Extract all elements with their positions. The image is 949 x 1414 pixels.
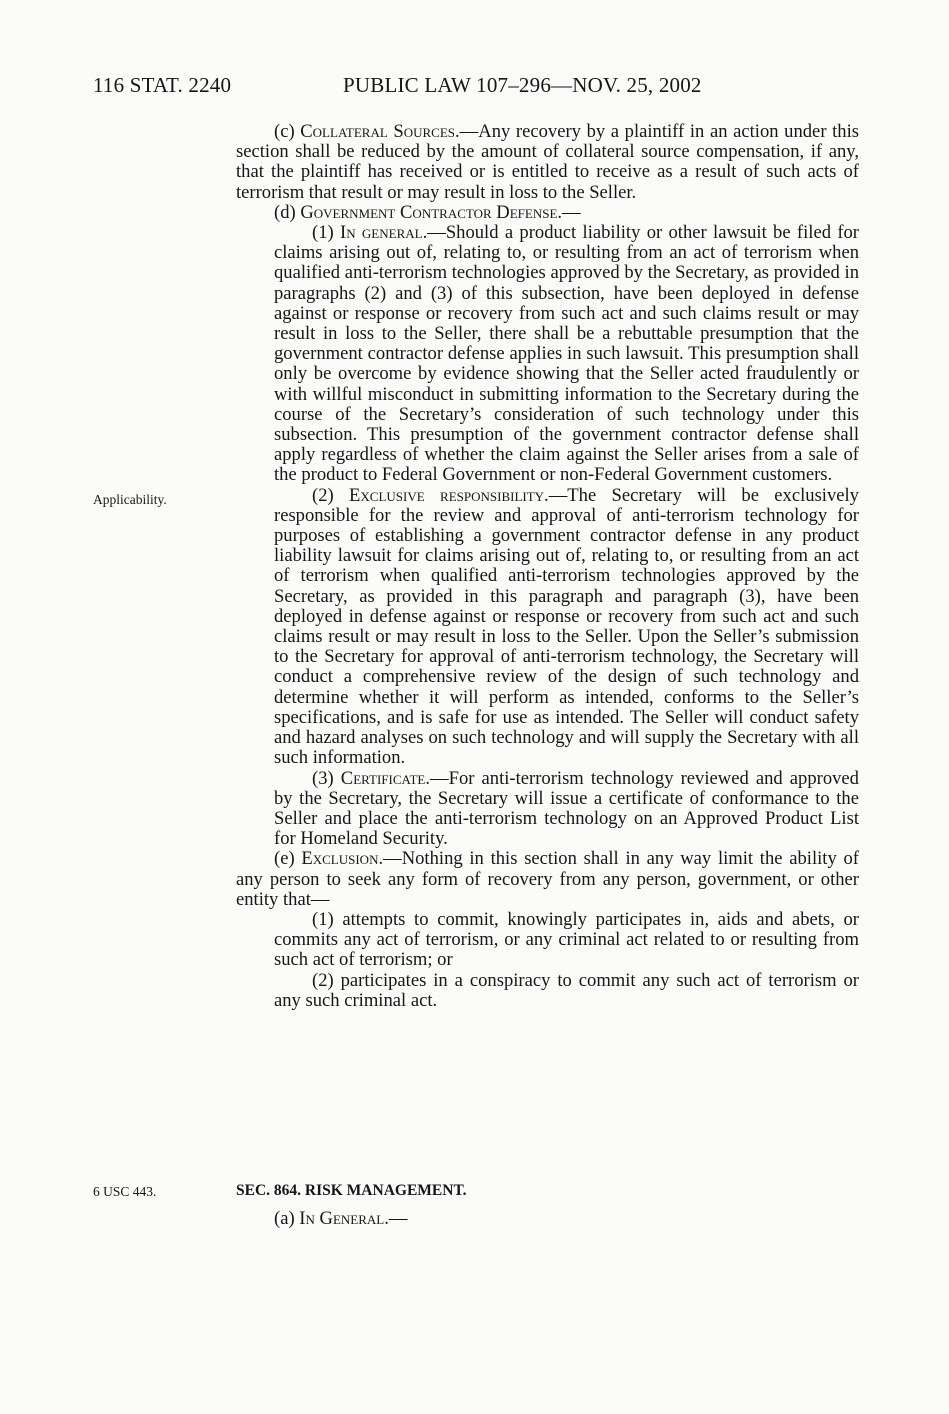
paragraph-d <box>236 203 859 223</box>
subsection-caption: In General <box>299 1208 385 1229</box>
paragraph-e1 <box>236 910 859 971</box>
paragraph-label: (c) <box>274 121 301 142</box>
paragraph-caption: Government Contractor Defense <box>300 201 558 223</box>
paragraph-caption: Certificate <box>340 767 426 789</box>
paragraph-d1 <box>236 223 859 486</box>
paragraph-text: .—For anti-terrorism technology reviewed and approved by the Secretary, the Secretary will issue a certificate of conformance to the Seller and place the anti-terrorism technology on an Approved Product List for Homeland Security. <box>274 767 859 850</box>
margin-note-applicability: Applicability. <box>93 492 167 507</box>
paragraph-text: .—Should a product liability or other lawsuit be filed for claims arising out of, relating to, or resulting from an act of terrorism when qualified anti-terrorism technologies approved by the Secretary, as provided in paragraphs (2) and (3) of this subsection, have been deployed in defense against or response or recovery from such act and such claims result or may result in loss to the Seller, there shall be a rebuttable presumption that the government contractor defense applies in such lawsuit. This presumption shall only be overcome by evidence showing that the Seller acted fraudulently or with willful misconduct in submitting information to the Secretary during the course of the Secretary’s consideration of such technology under this subsection. This presumption of the government contractor defense shall apply regardless of whether the claim against the Seller arises from a sale of the product to Federal Government or non-Federal Government customers. <box>274 222 859 486</box>
paragraph-text: .—The Secretary will be exclusively responsible for the review and approval of anti-terrorism technology for purposes of establishing a government contractor defense in any product liability lawsuit for claims arising out of, relating to, or resulting from an act of terrorism when qualified anti-terrorism technologies approved by the Secretary, as provided in this paragraph and paragraph (3), have been deployed in defense against or response or recovery from such act and such claims result or may result in loss to the Seller. Upon the Seller’s submission to the Secretary for approval of anti-terrorism technology, the Secretary will conduct a comprehensive review of the design of such technology and determine whether it will perform as intended, conforms to the Seller’s specifications, and is safe for use as intended. The Seller will conduct safety and hazard analyses on such technology and will supply the Secretary with all such information. <box>274 484 859 769</box>
subsection-label: (a) <box>274 1208 300 1229</box>
paragraph-caption: Exclusion <box>301 848 379 870</box>
paragraph-c <box>236 122 859 203</box>
running-title: PUBLIC LAW 107–296—NOV. 25, 2002 <box>343 73 702 97</box>
paragraph-text: (2) participates in a conspiracy to commit any such act of terrorism or any such criminal act. <box>274 969 859 1011</box>
paragraph-text: (1) attempts to commit, knowingly participates in, aids and abets, or commits any act of terrorism, or any criminal act related to or resulting from such act of terrorism; or <box>274 908 859 971</box>
paragraph-label: (d) <box>274 201 301 223</box>
page-reference: 116 STAT. 2240 <box>93 73 232 97</box>
paragraph-text: .—Any recovery by a plaintiff in an action under this section shall be reduced by the amount of collateral source compensation, if any, that the plaintiff has received or is entitled to receive as a result of such acts of terrorism that result or may result in loss to the Seller. <box>236 121 859 203</box>
paragraph-label: (1) <box>312 222 341 244</box>
subsection-heading <box>274 1208 407 1230</box>
paragraph-label: (3) <box>312 767 341 789</box>
paragraph-d2 <box>236 486 859 769</box>
paragraph-label: (e) <box>274 848 302 870</box>
paragraph-caption: In general <box>340 222 423 244</box>
body-text <box>236 122 859 1011</box>
paragraph-caption: Collateral Sources <box>300 121 456 142</box>
paragraph-e <box>236 849 859 910</box>
paragraph-label: (2) <box>312 484 350 506</box>
margin-note-usc: 6 USC 443. <box>93 1184 157 1199</box>
section-heading: SEC. 864. RISK MANAGEMENT. <box>236 1182 467 1199</box>
paragraph-text: .— <box>557 201 581 223</box>
paragraph-caption: Exclusive responsibility <box>349 484 545 506</box>
page-header <box>0 73 949 103</box>
subsection-dash: .— <box>384 1208 408 1229</box>
paragraph-e2 <box>236 971 859 1011</box>
paragraph-text: .—Nothing in this section shall in any way limit the ability of any person to seek any form of recovery from any person, government, or other entity that— <box>236 848 859 910</box>
paragraph-d3 <box>236 769 859 850</box>
